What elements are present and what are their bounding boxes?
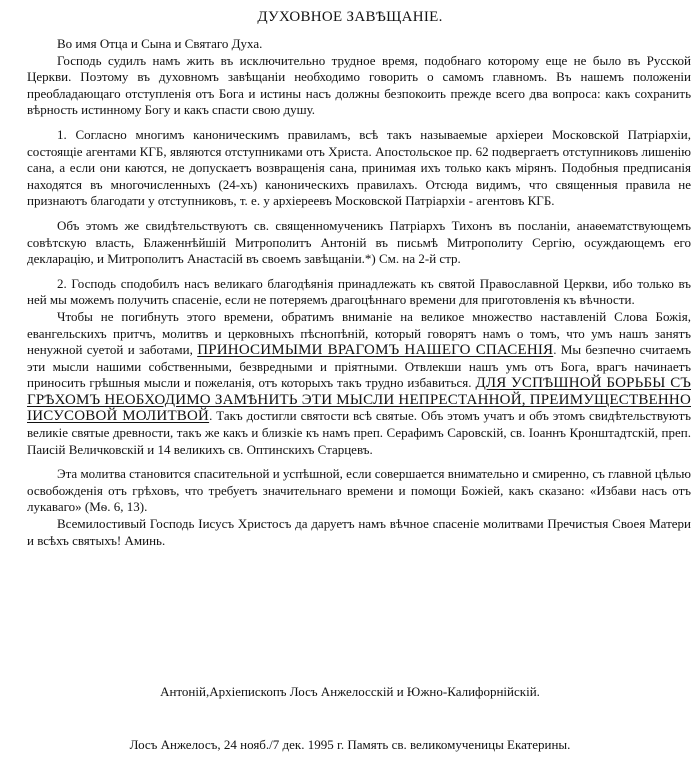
paragraph-2: 2. Господь сподобилъ насъ великаго благодѣянія принадлежать къ святой Православной Церкви, ибо только въ ней мы можемъ получить спасеніе, если не потеряемъ драгоцѣннаго времени для приготовленія къ вѣчности. [27, 275, 691, 308]
highlight-prayer: ДЛЯ УСПѢШНОЙ БОРЬБЫ СЪ ГРѢХОМЪ НЕОБХОДИМО ЗАМѢНИТЬ ЭТИ МЫСЛИ НЕПРЕСТАННОЙ, ПРЕИМУЩЕСТВЕННО ІИСУСОВОЙ МОЛИТВОЙ [27, 375, 691, 425]
paragraph-5: Всемилостивый Господь Іисусъ Христосъ да даруетъ намъ вѣчное спасеніе молитвами Пречистыя Своея Матери и всѣхъ святыхъ! Аминь. [27, 516, 691, 548]
paragraph-intro: Господь судилъ намъ жить въ исключительно трудное время, подобнаго которому еще не было въ Русской Церкви. Поэтому въ духовномъ завѣщаніи необходимо говорить о самомъ главномъ. Въ нашемъ положеніи преобладающаго отступленія отъ Бога и истины насъ должны безпокоить прежде всего два вопроса: какъ сохранить вѣрность истинному Богу и какъ спасти свою душу. [27, 52, 691, 118]
paragraph-3 [27, 309, 691, 458]
signature: Антоній,Архіепископъ Лосъ Анжелосскій и Южно-Калифорнійскій. [160, 684, 540, 699]
paragraph-4: Эта молитва становится спасительной и успѣшной, если совершается внимательно и смиренно, съ главной цѣлью освобожденія отъ грѣховъ, что требуетъ значительнаго времени и помощи Божіей, какъ сказано: «Избави насъ отъ лукаваго» (Мѳ. 6, 13). [27, 466, 691, 515]
document-body [27, 36, 691, 549]
paragraph-3-text-b: . Мы безпечно считаемъ эти мысли нашими собственными, безвредными и пріятными. Отвлекши нашъ умъ отъ Бога, врагъ начинаетъ приносить грѣшныя мысли и пожеланія, отъ которыхъ такъ трудно избавиться. [27, 342, 691, 391]
invocation: Во имя Отца и Сына и Святаго Духа. [57, 36, 263, 51]
dateline: Лосъ Анжелосъ, 24 нояб./7 дек. 1995 г. Память св. великомученицы Екатерины. [129, 737, 571, 752]
paragraph-1: 1. Согласно многимъ каноническимъ правиламъ, всѣ такъ называемые архіереи Московской Патріархіи, состоящіе агентами КГБ, являются отступниками отъ Христа. Апостольское пр. 62 подвергаетъ отступниковъ лишенію сана, а если они каются, не допускаетъ возвращенія сана, принимая ихъ только какъ мірянъ. Подобныя предписанія находятся въ многочисленныхъ (24-хъ) каноническихъ правилахъ. Отсюда видимъ, что священныя правила не признаютъ благодати у отступниковъ, т. е. у архіереевъ Московской Патріархіи - агентовъ КГБ. [27, 126, 691, 209]
paragraph-3-text-a: Чтобы не погибнуть этого времени, обратимъ вниманіе на великое множество наставленій Слова Божія, евангельскихъ притчъ, молитвъ и церковныхъ пѣснопѣній, который говорятъ намъ о томъ, что умъ нашъ занятъ ненужной суетой и заботами, [27, 308, 691, 358]
document-title: ДУХОВНОЕ ЗАВѢЩАНІЕ. [257, 9, 443, 25]
highlight-enemy: ПРИНОСИМЫМИ ВРАГОМЪ НАШЕГО СПАСЕНІЯ [197, 342, 554, 359]
paragraph-1b: Объ этомъ же свидѣтельствуютъ св. священномученикъ Патріархъ Тихонъ въ посланіи, анаѳематствующемъ совѣтскую власть, Блаженнѣйшій Митрополитъ Антоній въ письмѣ Митрополиту Сергію, осуждающемъ его декларацію, и Митрополитъ Анастасій въ своемъ завѣщаніи.*) См. на 2-й стр. [27, 217, 691, 267]
paragraph-3-text-c: . Такъ достигли святости всѣ святые. Объ этомъ учатъ и объ этомъ свидѣтельствуютъ великіе святые древности, такъ же какъ и близкіе къ намъ преп. Серафимъ Саровскій, св. Іоаннъ Кронштадтскій, преп. Паисій Величковскій и 14 великихъ св. Оптинскихъ Старцевъ. [27, 408, 691, 457]
